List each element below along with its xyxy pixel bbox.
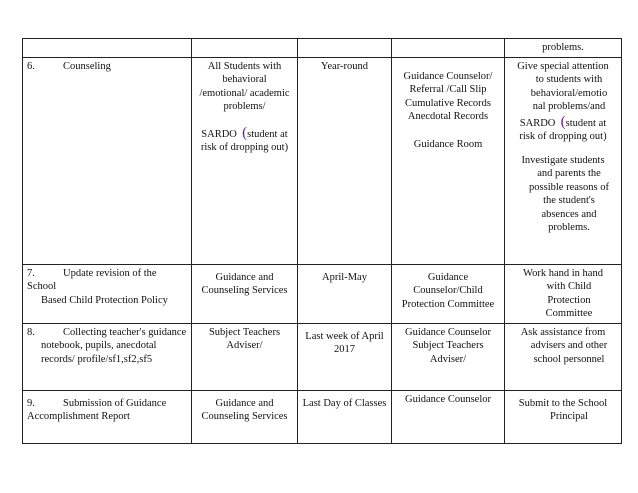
time-line: 2017 (334, 344, 355, 355)
remarks-text: problems. (542, 42, 584, 53)
remarks-line: to students with (535, 74, 603, 85)
remarks-line: Give special attention (517, 60, 609, 72)
person-line: Protection Committee (401, 298, 495, 310)
person-line: Counselor/Child (413, 285, 483, 296)
time-text: Year-round (320, 60, 369, 72)
target-line: Counseling Services (201, 285, 288, 296)
person-text: Guidance Counselor (404, 393, 492, 405)
person-room: Guidance Room (413, 138, 483, 150)
person-line: Cumulative Records (404, 97, 492, 109)
remarks-line: Principal (550, 411, 588, 422)
target-cell (192, 57, 298, 264)
remarks-line: the student's (543, 195, 595, 206)
paren-glyph: ( (242, 124, 248, 141)
person-line: Guidance Counselor/ (403, 70, 493, 82)
target-line: problems/ (223, 101, 266, 112)
person-line: Adviser/ (429, 353, 467, 365)
remarks-line: school personnel (533, 353, 605, 365)
table-row (23, 323, 622, 390)
table-row (23, 39, 622, 58)
remarks-cell (505, 390, 622, 443)
row-number: 7. (27, 267, 35, 279)
target-cell (192, 39, 298, 58)
remarks-line: absences and (541, 208, 597, 220)
activity-text: Update revision of the School (27, 267, 157, 292)
time-cell (298, 39, 392, 58)
activity-text: Counseling (63, 60, 111, 72)
target-cell (192, 264, 298, 323)
remarks-cell (505, 264, 622, 323)
row-number: 8. (27, 326, 35, 338)
time-cell (298, 264, 392, 323)
person-cell (392, 264, 505, 323)
time-line: Last week of April (305, 330, 384, 342)
activity-text: notebook, pupils, anecdotal (41, 340, 157, 351)
paren-glyph: ( (560, 113, 566, 130)
remarks-line: with Child (546, 281, 592, 292)
activity-cell (23, 390, 192, 443)
remarks-line: problems. (548, 222, 590, 233)
time-text: April-May (322, 271, 367, 283)
activity-text: records/ profile/sf1,sf2,sf5 (41, 353, 153, 365)
table-row (23, 57, 622, 264)
remarks-line: possible reasons of (529, 181, 609, 193)
person-cell (392, 323, 505, 390)
person-cell (392, 390, 505, 443)
time-cell (298, 57, 392, 264)
row-number: 6. (27, 60, 35, 72)
activity-text: Submission of Guidance (63, 397, 167, 409)
remarks-line: Submit to the School (518, 397, 608, 409)
time-text: Last Day of Classes (302, 397, 387, 409)
table-row (23, 390, 622, 443)
person-line: Guidance Counselor (404, 326, 492, 338)
target-line: behavioral (222, 74, 267, 85)
target-sardo-line: SARDO (student at (201, 124, 288, 141)
activity-cell (23, 264, 192, 323)
activity-cell (23, 39, 192, 58)
remarks-line: Investigate students (521, 154, 605, 166)
person-line: Guidance (427, 271, 469, 283)
remarks-line: behavioral/emotio (530, 87, 608, 99)
target-line: Guidance and (215, 271, 274, 283)
person-cell (392, 39, 505, 58)
target-line: Guidance and (215, 397, 274, 409)
remarks-cell (505, 39, 622, 58)
remarks-line: Protection (547, 294, 591, 306)
remarks-cell (505, 57, 622, 264)
target-line: /emotional/ academic (199, 87, 290, 99)
target-line: Subject Teachers (208, 326, 281, 338)
activity-table (22, 38, 622, 444)
remarks-cell (505, 323, 622, 390)
time-cell (298, 323, 392, 390)
remarks-line: advisers and other (530, 340, 608, 351)
remarks-sardo-line2: risk of dropping out) (519, 131, 607, 142)
person-cell (392, 57, 505, 264)
activity-cell (23, 57, 192, 264)
remarks-line: Work hand in hand (523, 267, 603, 279)
remarks-line: Committee (545, 308, 593, 319)
row-number: 9. (27, 397, 35, 409)
remarks-line: Ask assistance from (520, 326, 606, 338)
activity-text: Collecting teacher's guidance (63, 326, 187, 338)
remarks-line: nal problems/and (532, 101, 606, 112)
activity-text: Accomplishment Report (27, 411, 130, 422)
activity-text: Based Child Protection Policy (41, 294, 168, 306)
target-line: Adviser/ (226, 340, 263, 351)
target-cell (192, 390, 298, 443)
target-cell (192, 323, 298, 390)
target-line: All Students with (207, 60, 282, 72)
person-line: Anecdotal Records (407, 111, 489, 122)
remarks-sardo-line: SARDO (student at (519, 113, 607, 130)
remarks-line: and parents the (537, 168, 601, 179)
person-line: Referral /Call Slip (409, 84, 487, 95)
person-line: Subject Teachers (412, 340, 484, 351)
target-line: Counseling Services (201, 411, 288, 422)
activity-cell (23, 323, 192, 390)
time-cell (298, 390, 392, 443)
table-row (23, 264, 622, 323)
target-sardo-line2: risk of dropping out) (200, 142, 289, 153)
